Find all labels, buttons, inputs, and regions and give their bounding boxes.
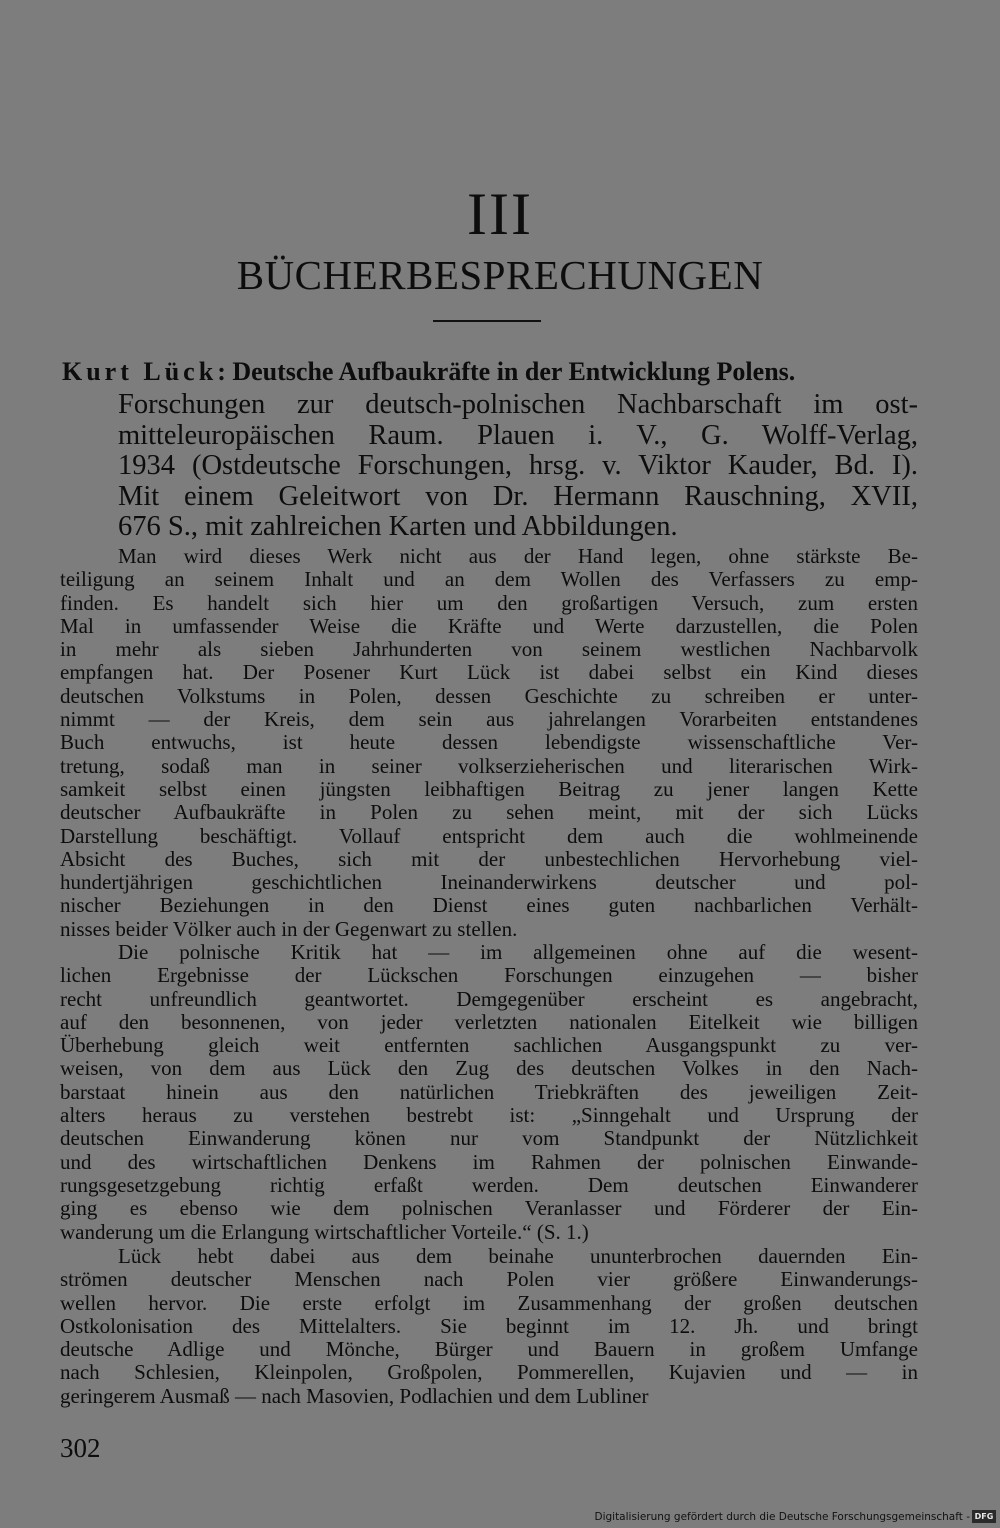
text-line: nach Schlesien, Kleinpolen, Großpolen, Pommerellen, Kujavien und — in bbox=[60, 1360, 918, 1385]
text-line: auf den besonnenen, von jeder verletzten nationalen Eitelkeit wie billigen bbox=[60, 1009, 918, 1034]
text-line: tretung, sodaß man in seiner volkserzieherischen und literarischen Wirk- bbox=[60, 753, 918, 778]
text-line: Man wird dieses Werk nicht aus der Hand legen, ohne stärkste Be- bbox=[118, 544, 918, 568]
dfg-logo-icon: DFG bbox=[972, 1510, 996, 1523]
reference-line: 676 S., mit zahlreichen Karten und Abbildungen. bbox=[118, 511, 678, 542]
text-line: Überhebung gleich weit entfernten sachlichen Ausgangspunkt zu ver- bbox=[60, 1033, 918, 1058]
book-reference-heading bbox=[62, 357, 922, 387]
text-line: rungsgesetzgebung richtig erfaßt werden. Dem deutschen Einwanderer bbox=[60, 1172, 918, 1197]
digitization-credit: Digitalisierung gefördert durch die Deutsche Forschungsgemeinschaft - bbox=[594, 1511, 970, 1523]
text-line: nisses beider Völker auch in der Gegenwart zu stellen. bbox=[60, 916, 518, 941]
text-line: Lück hebt dabei aus dem beinahe ununterbrochen dauernden Ein- bbox=[118, 1244, 918, 1268]
text-line: barstaat hinein aus den natürlichen Triebkräften des jeweiligen Zeit- bbox=[60, 1079, 918, 1104]
text-line: samkeit selbst einen jüngsten leibhaftigen Beitrag zu jener langen Kette bbox=[60, 776, 918, 801]
text-line: deutscher Aufbaukräfte in Polen zu sehen meint, mit der sich Lücks bbox=[60, 800, 918, 825]
text-line: in mehr als sieben Jahrhunderten von seinem westlichen Nachbarvolk bbox=[60, 637, 918, 662]
paragraph-3 bbox=[60, 1245, 918, 1408]
paragraph-1 bbox=[60, 545, 918, 941]
text-line: deutsche Adlige und Mönche, Bürger und Bauern in großem Umfange bbox=[60, 1337, 918, 1362]
text-line: und des wirtschaftlichen Denkens im Rahmen der polnischen Einwande- bbox=[60, 1149, 918, 1174]
text-line: empfangen hat. Der Posener Kurt Lück ist dabei selbst ein Kind dieses bbox=[60, 660, 918, 685]
section-number: III bbox=[467, 181, 533, 247]
text-line: wanderung um die Erlangung wirtschaftlicher Vorteile.“ (S. 1.) bbox=[60, 1219, 589, 1244]
title-separator: : bbox=[217, 357, 226, 386]
reference-line: 1934 (Ostdeutsche Forschungen, hrsg. v. Viktor Kauder, Bd. I). bbox=[118, 450, 918, 481]
text-line: Mal in umfassender Weise die Kräfte und Werte darzustellen, die Polen bbox=[60, 613, 918, 638]
book-author: Kurt Lück bbox=[62, 357, 218, 386]
text-line: lichen Ergebnisse der Lückschen Forschungen einzugehen — bisher bbox=[60, 963, 918, 988]
reference-line: mitteleuropäischen Raum. Plauen i. V., G. Wolff-Verlag, bbox=[118, 419, 918, 451]
text-line: nischer Beziehungen in den Dienst eines guten nachbarlichen Verhält- bbox=[60, 893, 918, 918]
paragraph-2 bbox=[60, 941, 918, 1244]
text-line: strömen deutscher Menschen nach Polen vier größere Einwanderungs- bbox=[60, 1267, 918, 1292]
text-line: deutschen Einwanderung könen nur vom Standpunkt der Nützlichkeit bbox=[60, 1126, 918, 1151]
book-reference-details bbox=[118, 390, 918, 543]
text-line: hundertjährigen geschichtlichen Ineinanderwirkens deutscher und pol- bbox=[60, 870, 918, 895]
text-line: nimmt — der Kreis, dem sein aus jahrelangen Vorarbeiten entstandenes bbox=[60, 707, 918, 732]
text-line: deutschen Volkstums in Polen, dessen Geschichte zu schreiben er unter- bbox=[60, 683, 918, 708]
text-line: ging es ebenso wie dem polnischen Veranlasser und Förderer der Ein- bbox=[60, 1196, 918, 1221]
text-line: Absicht des Buches, sich mit der unbestechlichen Hervorhebung viel- bbox=[60, 846, 918, 871]
text-line: teiligung an seinem Inhalt und an dem Wollen des Verfassers zu emp- bbox=[60, 567, 918, 592]
section-title: BÜCHERBESPRECHUNGEN bbox=[236, 252, 764, 298]
text-line: wellen hervor. Die erste erfolgt im Zusammenhang der großen deutschen bbox=[60, 1290, 918, 1315]
reference-line: Forschungen zur deutsch-polnischen Nachbarschaft im ost- bbox=[118, 389, 918, 420]
text-line: geringerem Ausmaß — nach Masovien, Podlachien und dem Lubliner bbox=[60, 1383, 649, 1408]
text-line: Die polnische Kritik hat — im allgemeinen ohne auf die wesent- bbox=[118, 940, 918, 964]
text-line: finden. Es handelt sich hier um den großartigen Versuch, zum ersten bbox=[60, 590, 918, 615]
text-line: Buch entwuchs, ist heute dessen lebendigste wissenschaftliche Ver- bbox=[60, 730, 918, 755]
text-line: recht unfreundlich geantwortet. Demgegenüber erscheint es angebracht, bbox=[60, 986, 918, 1011]
page-number: 302 bbox=[60, 1433, 101, 1463]
reference-line: Mit einem Geleitwort von Dr. Hermann Rauschning, XVII, bbox=[118, 480, 918, 512]
text-line: Ostkolonisation des Mittelalters. Sie beginnt im 12. Jh. und bringt bbox=[60, 1313, 918, 1338]
text-line: Darstellung beschäftigt. Vollauf entspricht dem auch die wohlmeinende bbox=[60, 823, 918, 848]
book-title: Deutsche Aufbaukräfte in der Entwicklung Polens. bbox=[232, 357, 796, 386]
text-line: alters heraus zu verstehen bestrebt ist: „Sinngehalt und Ursprung der bbox=[60, 1103, 918, 1128]
title-divider bbox=[433, 320, 541, 322]
text-line: weisen, von dem aus Lück den Zug des deutschen Volkes in den Nach- bbox=[60, 1056, 918, 1081]
